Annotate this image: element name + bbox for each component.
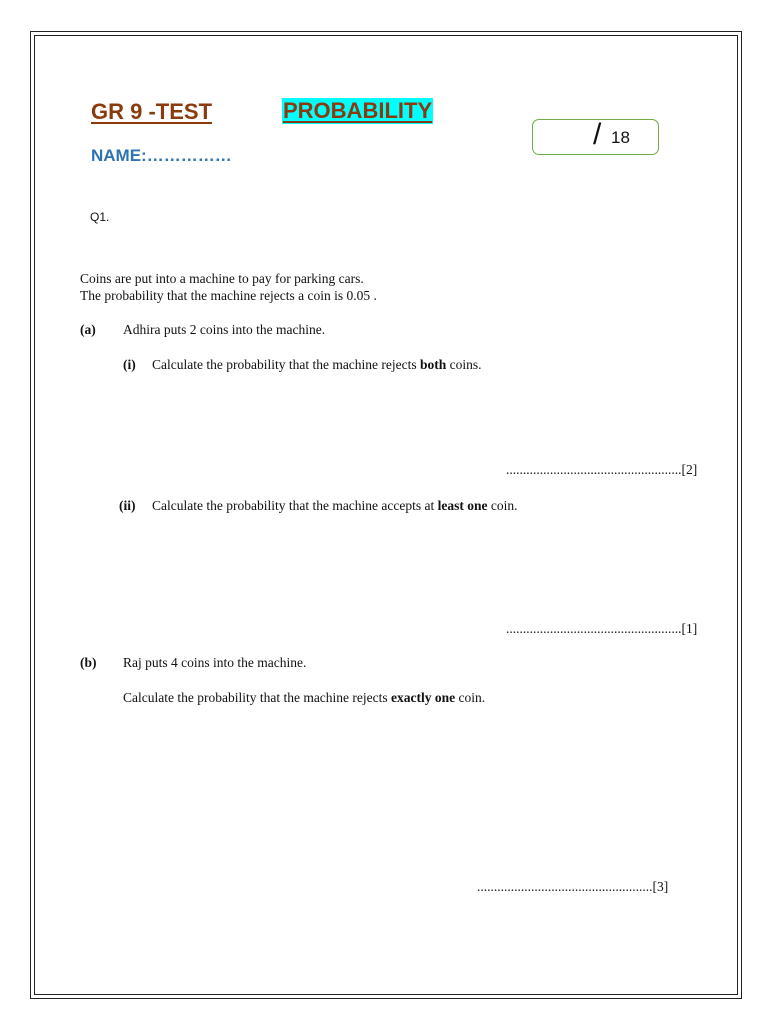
part-b-text: Raj puts 4 coins into the machine. — [123, 655, 307, 670]
part-a-i-text-end: coins. — [446, 357, 482, 372]
intro-line-1: Coins are put into a machine to pay for parking cars. — [80, 271, 364, 286]
score-total: 18 — [611, 128, 630, 147]
part-a-i-text: Calculate the probability that the machine rejects — [152, 357, 421, 372]
score-slash: / — [593, 118, 602, 151]
part-b-question — [123, 690, 485, 706]
test-title: GR 9 -TEST — [91, 99, 213, 124]
part-a-ii-text-end: coin. — [487, 498, 518, 513]
part-a-ii-question — [152, 498, 518, 514]
answer-line-a-ii[interactable] — [506, 621, 697, 637]
marks-b: [3] — [652, 879, 669, 894]
name-field[interactable]: NAME:…………… — [91, 146, 232, 165]
part-a-i-label: (i) — [123, 357, 136, 372]
part-a-label: (a) — [80, 322, 96, 337]
part-a-text: Adhira puts 2 coins into the machine. — [123, 322, 326, 337]
answer-dots: .................................................... — [477, 879, 653, 894]
part-a-ii-label: (ii) — [119, 498, 136, 513]
page-border-inner — [34, 35, 738, 995]
question-number: Q1. — [90, 210, 110, 224]
part-b-emphasis: exactly one — [391, 690, 456, 705]
part-a-i-emphasis: both — [420, 357, 447, 372]
score-box — [532, 119, 659, 155]
subject-title: PROBABILITY — [283, 98, 433, 123]
part-a-ii-emphasis: least one — [437, 498, 488, 513]
part-b-q-text-end: coin. — [455, 690, 486, 705]
part-a-ii-text: Calculate the probability that the machine accepts at — [152, 498, 438, 513]
part-b-q-text: Calculate the probability that the machine rejects — [123, 690, 392, 705]
answer-line-a-i[interactable] — [506, 462, 697, 478]
marks-a-ii: [1] — [681, 621, 698, 636]
answer-line-b[interactable] — [477, 879, 668, 895]
marks-a-i: [2] — [681, 462, 698, 477]
part-a-i-question — [152, 357, 482, 373]
answer-dots: .................................................... — [506, 621, 682, 636]
part-b-label: (b) — [80, 655, 97, 670]
answer-dots: .................................................... — [506, 462, 682, 477]
intro-line-2: The probability that the machine rejects a coin is 0.05 . — [80, 288, 377, 303]
